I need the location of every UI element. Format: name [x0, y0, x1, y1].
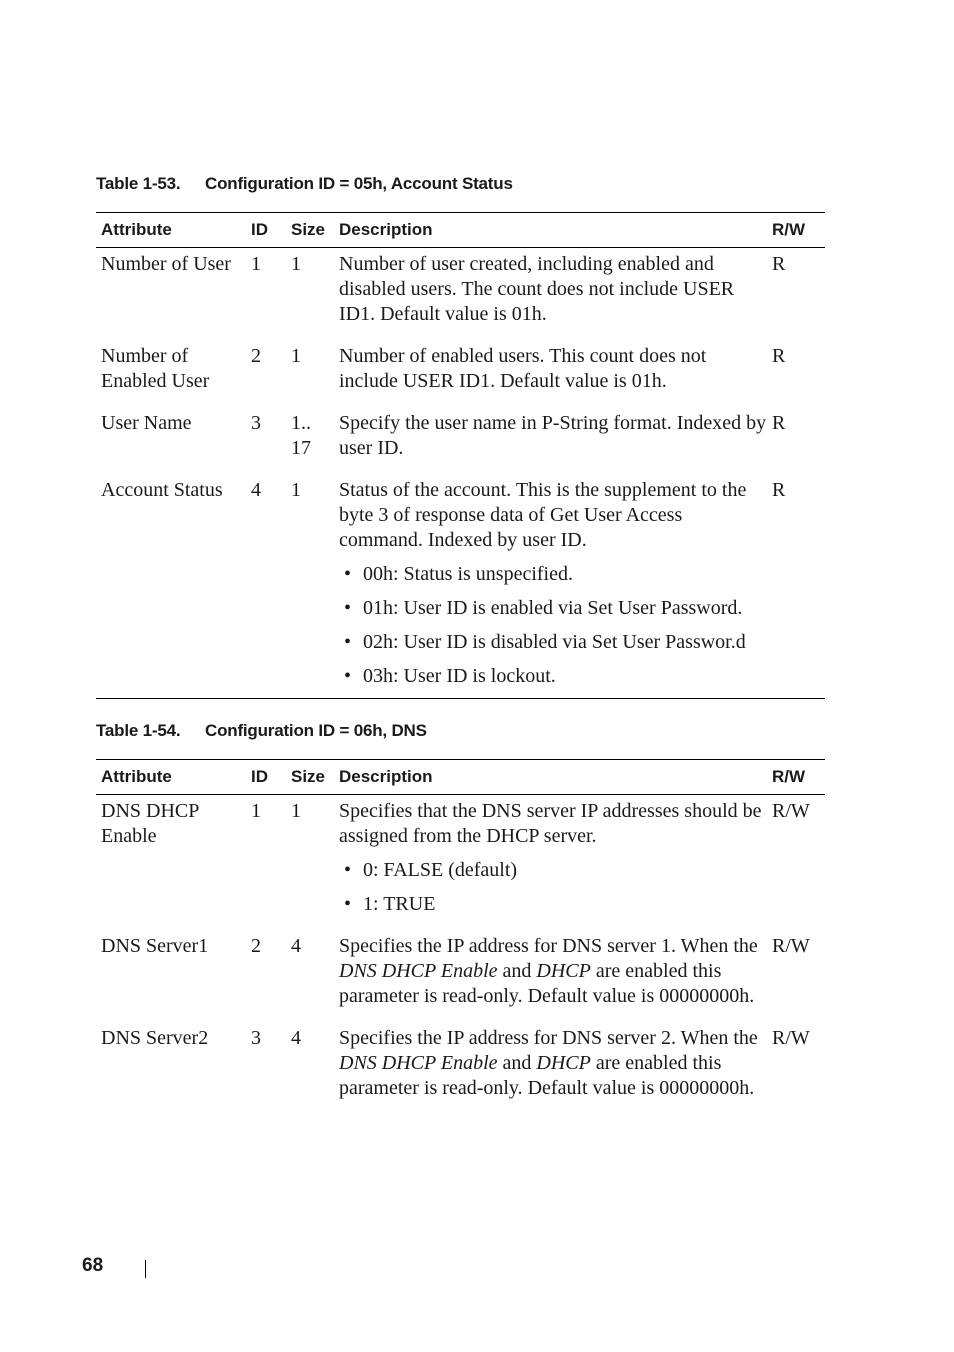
cell-rw: R: [772, 345, 786, 367]
description-emphasis: DNS DHCP Enable: [339, 960, 498, 982]
description-text: Specifies the IP address for DNS server 2. When the: [339, 1027, 758, 1049]
description-text: and: [497, 960, 537, 982]
cell-id: 1: [251, 800, 261, 822]
cell-attribute: Account Status: [96, 465, 246, 699]
description-text: Specifies the IP address for DNS server 1. When the: [339, 935, 758, 957]
table-caption-1-54: [96, 721, 427, 741]
cell-attribute: Number of User: [101, 253, 231, 275]
cell-size: 1: [286, 465, 334, 699]
description-text: Specifies that the DNS server IP addresses should be assigned from the DHCP server.: [339, 800, 762, 847]
bullet-list: [339, 562, 767, 689]
bullet-icon: •: [344, 631, 352, 653]
cell-id: 2: [251, 345, 261, 367]
bullet-icon: •: [344, 597, 352, 619]
cell-id: 3: [251, 412, 261, 434]
description-text: and: [497, 1052, 537, 1074]
header-rw: R/W: [767, 760, 825, 795]
header-id: ID: [246, 213, 286, 248]
list-item: [339, 562, 767, 587]
table-title: Configuration ID = 05h, Account Status: [205, 174, 513, 193]
cell-id: 4: [246, 465, 286, 699]
cell-description: Specify the user name in P-String format. Indexed by user ID.: [339, 412, 767, 459]
list-item-text: 01h: User ID is enabled via Set User Password.: [363, 597, 743, 619]
footer-divider: [145, 1260, 146, 1278]
bullet-icon: •: [344, 665, 352, 687]
header-size: Size: [286, 213, 334, 248]
description-emphasis: DNS DHCP Enable: [339, 1052, 498, 1074]
table-row: [96, 1013, 825, 1110]
description-emphasis: DHCP: [536, 1052, 591, 1074]
cell-rw: R/W: [772, 935, 810, 957]
header-size: Size: [286, 760, 334, 795]
cell-attribute: Number of Enabled User: [101, 345, 210, 392]
bullet-icon: •: [344, 859, 352, 881]
account-status-table: [96, 212, 825, 699]
list-item: [339, 630, 767, 655]
description-emphasis: DHCP: [536, 960, 591, 982]
table-number: Table 1-53.: [96, 174, 181, 193]
header-id: ID: [246, 760, 286, 795]
description-text: are enabled this parameter is read-only. Default value is 00000000h.: [339, 960, 755, 1007]
list-item-text: 0: FALSE (default): [363, 859, 518, 881]
cell-description: [334, 795, 767, 922]
header-description: Description: [334, 213, 767, 248]
cell-description: Number of enabled users. This count does not include USER ID1. Default value is 01h.: [339, 345, 707, 392]
cell-rw: R: [772, 253, 786, 275]
table-number: Table 1-54.: [96, 721, 181, 740]
list-item: [339, 892, 767, 917]
cell-rw: R: [767, 465, 825, 699]
cell-id: 1: [251, 253, 261, 275]
table-row: [96, 795, 825, 922]
cell-id: 2: [251, 935, 261, 957]
table-header-row: [96, 213, 825, 248]
list-item: [339, 858, 767, 883]
table-title: Configuration ID = 06h, DNS: [205, 721, 427, 740]
bullet-icon: •: [344, 563, 352, 585]
list-item-text: 02h: User ID is disabled via Set User Passwor.d: [363, 631, 746, 653]
table-row: [96, 248, 825, 332]
list-item: [339, 596, 767, 621]
header-attribute: Attribute: [96, 213, 246, 248]
cell-description: Number of user created, including enabled and disabled users. The count does not include USER ID1. Default value is 01h.: [339, 253, 735, 325]
cell-size: 1.. 17: [291, 412, 311, 459]
table-caption-1-53: [96, 174, 513, 194]
cell-attribute: User Name: [101, 412, 192, 434]
table-row: [96, 331, 825, 398]
header-description: Description: [334, 760, 767, 795]
cell-description: [334, 921, 767, 1013]
bullet-list: [339, 858, 767, 917]
cell-description: [334, 1013, 767, 1110]
cell-rw: R/W: [772, 800, 810, 822]
description-text: Status of the account. This is the supplement to the byte 3 of response data of Get User Access command. Indexed by user ID.: [339, 479, 747, 551]
list-item-text: 1: TRUE: [363, 893, 436, 915]
table-row: [96, 921, 825, 1013]
page-number: 68: [82, 1255, 104, 1276]
cell-size: 4: [291, 935, 301, 957]
table-header-row: [96, 760, 825, 795]
list-item: [339, 664, 767, 689]
header-attribute: Attribute: [96, 760, 246, 795]
dns-table: [96, 759, 825, 1110]
table-row: [96, 465, 825, 699]
list-item-text: 03h: User ID is lockout.: [363, 665, 556, 687]
cell-attribute: DNS Server1: [101, 935, 209, 957]
bullet-icon: •: [344, 893, 352, 915]
description-text: are enabled this parameter is read-only. Default value is 00000000h.: [339, 1052, 755, 1099]
cell-size: 1: [291, 800, 301, 822]
cell-rw: R: [772, 412, 786, 434]
table-row: [96, 398, 825, 465]
cell-rw: R/W: [772, 1027, 810, 1049]
cell-size: 1: [291, 253, 301, 275]
cell-attribute: DNS DHCP Enable: [101, 800, 199, 847]
cell-description: [334, 465, 767, 699]
cell-size: 4: [291, 1027, 301, 1049]
header-rw: R/W: [767, 213, 825, 248]
cell-id: 3: [251, 1027, 261, 1049]
cell-attribute: DNS Server2: [101, 1027, 209, 1049]
list-item-text: 00h: Status is unspecified.: [363, 563, 573, 585]
cell-size: 1: [291, 345, 301, 367]
